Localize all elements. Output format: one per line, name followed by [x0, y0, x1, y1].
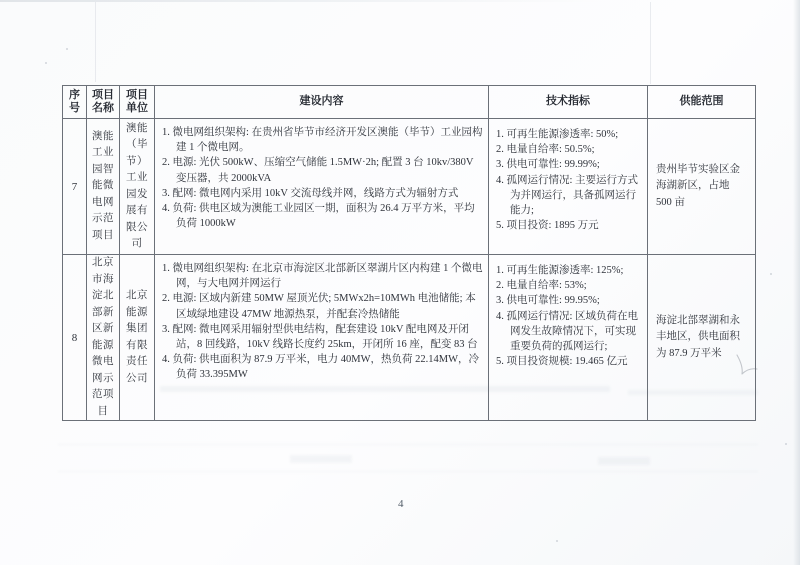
content-item: 2. 电源: 光伏 500kW、压缩空气储能 1.5MW·2h; 配置 3 台 10kv/380V 变压器，共 2000kVA: [162, 157, 474, 184]
bleedthrough-table-line: [58, 471, 758, 472]
content-item: 1. 微电网组织架构: 在北京市海淀区北部新区翠湖片区内构建 1 个微电网，与大电网并网运行: [162, 263, 483, 290]
project-name: 北京市海淀北部新区新能源微电网示范项目: [87, 255, 120, 421]
indicator-item: 3. 供电可靠性: 99.99%;: [496, 159, 600, 171]
construction-content-cell: [155, 255, 489, 421]
indicator-item: 1. 可再生能源渗透率: 50%;: [496, 129, 619, 140]
indicator-item: 4. 孤网运行情况: 区域负荷在电网发生故障情况下，可实现重要负荷的孤网运行;: [496, 310, 639, 353]
supply-scope: 海淀北部翠湖和永丰地区，供电面积为 87.9 万平米: [648, 255, 756, 421]
microgrid-projects-table: [62, 85, 756, 421]
scan-edge-shadow-right: [793, 0, 800, 565]
content-item: 3. 配网: 微电网采用辐射型供电结构，配套建设 10kV 配电网及开闭站，8 回线路，10kV 线路长度约 25km，开闭所 16 座，配变 83 台: [162, 323, 478, 351]
page-number: 4: [398, 498, 404, 510]
bleedthrough-table-line: [58, 444, 758, 445]
construction-content-cell: [155, 119, 489, 255]
col-header-technical-indicators: 技术指标: [489, 86, 648, 119]
col-header-supply-scope: 供能范围: [648, 86, 756, 119]
table-row-project-7: [63, 119, 756, 255]
scan-speck: [556, 540, 558, 542]
header-row: [63, 86, 756, 119]
indicator-item: 4. 孤网运行情况: 主要运行方式为并网运行，具备孤网运行能力;: [496, 174, 639, 217]
content-item: 3. 配网: 微电网内采用 10kV 交流母线并网，线路方式为辐射方式: [162, 187, 459, 199]
content-item: 2. 电源: 区域内新建 50MW 屋顶光伏; 5MWx2h=10MWh 电池储能; 本区域绿地建设 47MW 地源热泵，并配套冷热储能: [162, 293, 476, 320]
col-header-project-unit: 项目单位: [120, 86, 155, 119]
col-header-serial-no: 序号: [63, 86, 87, 119]
indicator-item: 1. 可再生能源渗透率: 125%;: [496, 265, 624, 276]
indicator-item: 2. 电量自给率: 53%;: [496, 280, 587, 292]
col-header-project-name: 项目名称: [87, 86, 120, 119]
content-item: 4. 负荷: 供电面积为 87.9 万平米，电力 40MW，热负荷 22.14MW，冷负荷 33.395MW: [162, 354, 480, 381]
project-unit: 北京能源集团有限责任公司: [120, 255, 155, 421]
content-item: 4. 负荷: 供电区域为澳能工业园区一期，面积为 26.4 万平方米，平均负荷 1000kW: [162, 203, 475, 230]
technical-indicators-cell: [489, 119, 648, 255]
serial-no: 8: [63, 255, 87, 421]
scan-edge-shadow-top: [0, 0, 800, 2]
serial-no: 7: [63, 119, 87, 255]
col-header-construction-content: 建设内容: [155, 86, 489, 119]
scan-speck: [770, 273, 772, 275]
project-unit: 澳能（毕节）工业园发展有限公司: [120, 119, 155, 255]
indicator-item: 5. 项目投资规模: 19.465 亿元: [496, 356, 628, 368]
technical-indicators-cell: [489, 255, 648, 421]
project-name: 澳能工业园智能微电网示范项目: [87, 119, 120, 255]
scan-speck: [45, 62, 47, 64]
scan-speck: [785, 443, 787, 445]
content-item: 1. 微电网组织架构: 在贵州省毕节市经济开发区澳能（毕节）工业园构建 1 个微电网。: [162, 127, 483, 154]
bleedthrough-header-block: [598, 457, 650, 465]
indicator-item: 3. 供电可靠性: 99.95%;: [496, 295, 600, 307]
scan-streak: [650, 2, 651, 84]
table-row-project-8: [63, 255, 756, 421]
supply-scope: 贵州毕节实验区金海湖新区，占地 500 亩: [648, 119, 756, 255]
bleedthrough-header-block: [290, 455, 352, 463]
indicator-item: 5. 项目投资: 1895 万元: [496, 220, 599, 232]
scan-streak: [95, 2, 96, 82]
scan-speck: [66, 48, 68, 50]
indicator-item: 2. 电量自给率: 50.5%;: [496, 144, 595, 156]
